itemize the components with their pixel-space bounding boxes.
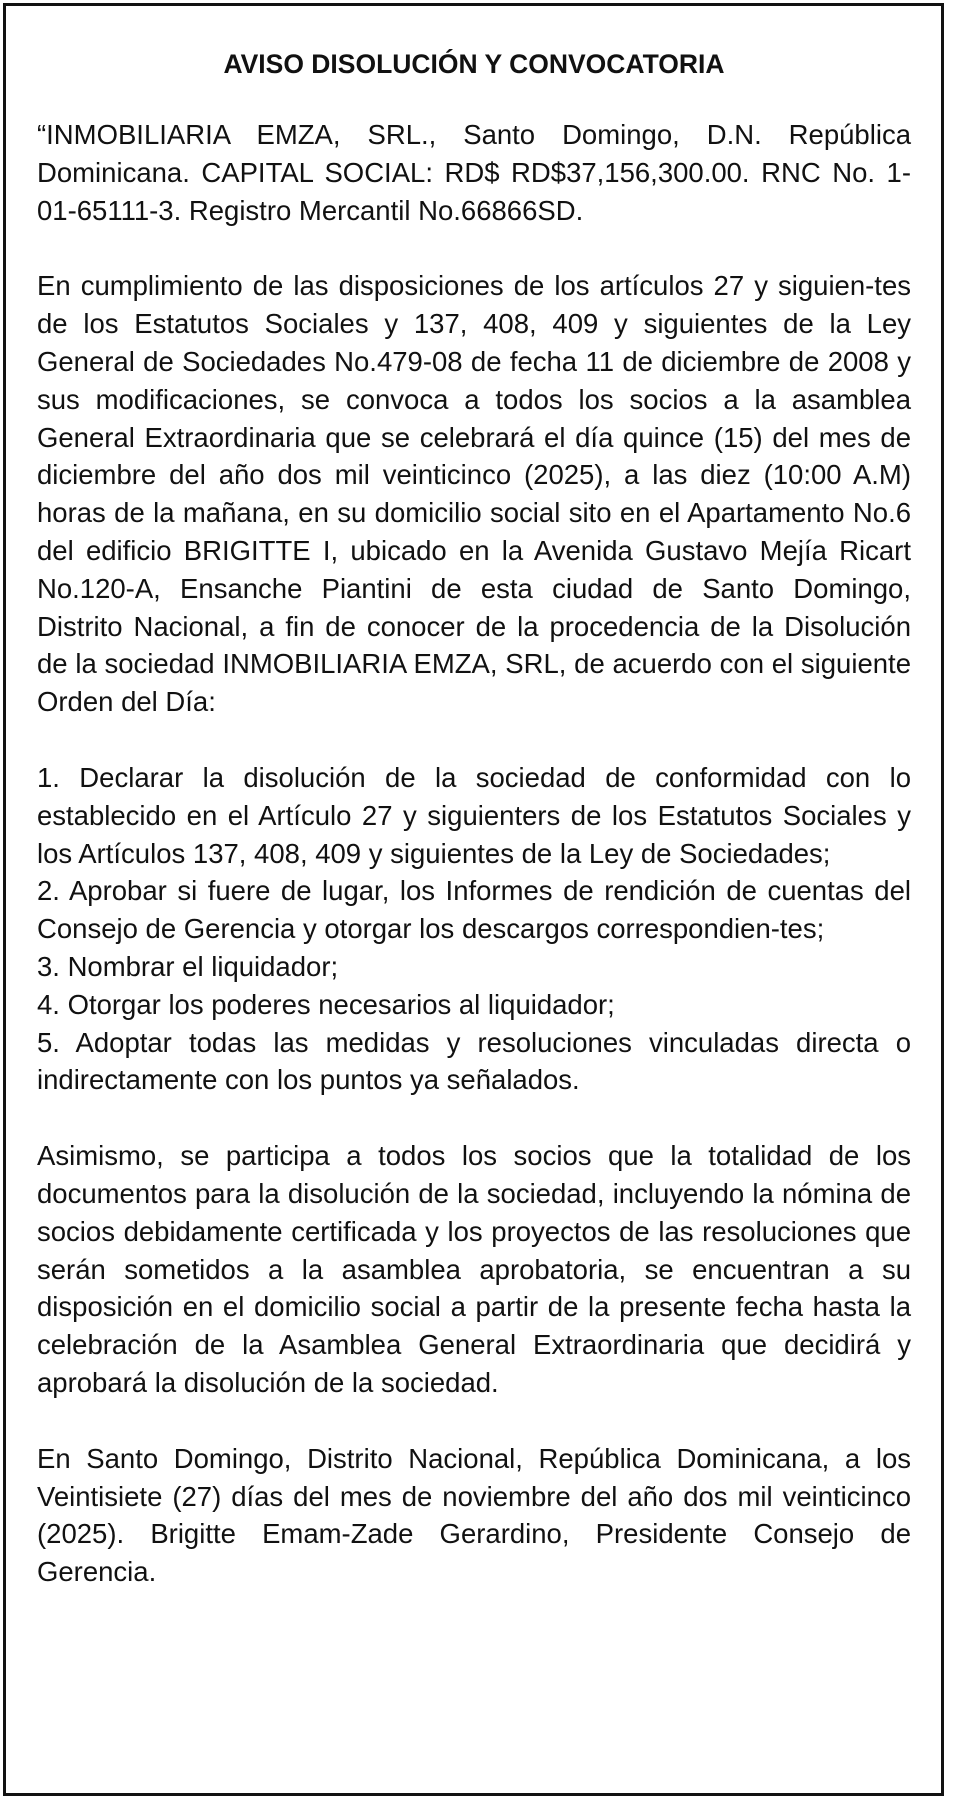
agenda-list: [37, 759, 911, 1099]
agenda-item: 2. Aprobar si fuere de lugar, los Informes de rendición de cuentas del Consejo de Gerencia y otorgar los descargos correspondien-tes;: [37, 875, 911, 945]
convocation-paragraph: En cumplimiento de las disposiciones de los artículos 27 y siguien-tes de los Estatutos Sociales y 137, 408, 409 y siguientes de la Ley General de Sociedades No.479-08 de fecha 11 de diciembre de 2008 y sus modificaciones, se convoca a todos los socios a la asamblea General Extraordinaria que se celebrará el día quince (15) del mes de diciembre del año dos mil veinticinco (2025), a las diez (10:00 A.M) horas de la mañana, en su domicilio social sito en el Apartamento No.6 del edificio BRIGITTE I, ubicado en la Avenida Gustavo Mejía Ricart No.120-A, Ensanche Piantini de esta ciudad de Santo Domingo, Distrito Nacional, a fin de conocer de la procedencia de la Disolución de la sociedad INMOBILIARIA EMZA, SRL, de acuerdo con el siguiente Orden del Día:: [37, 270, 911, 718]
agenda-item: 1. Declarar la disolución de la sociedad de conformidad con lo establecido en el Artículo 27 y siguienters de los Estatutos Sociales y los Artículos 137, 408, 409 y siguientes de la Ley de Sociedades;: [37, 761, 911, 869]
company-info-paragraph: “INMOBILIARIA EMZA, SRL., Santo Domingo, D.N. República Dominicana. CAPITAL SOCIAL: RD$ RD$37,156,300.00. RNC No. 1-01-65111-3. Registro Mercantil No.66866SD.: [37, 119, 911, 226]
agenda-item: 4. Otorgar los poderes necesarios al liquidador;: [37, 988, 615, 1020]
notice-box: [3, 3, 944, 1796]
closing-paragraph: En Santo Domingo, Distrito Nacional, República Dominicana, a los Veintisiete (27) días del mes de noviembre del año dos mil veinticinco (2025). Brigitte Emam-Zade Gerardino, Presidente Consejo de Gerencia.: [37, 1442, 911, 1588]
notice-title: AVISO DISOLUCIÓN Y CONVOCATORIA: [223, 49, 725, 79]
agenda-item: 5. Adoptar todas las medidas y resoluciones vinculadas directa o indirectamente con los puntos ya señalados.: [37, 1026, 911, 1096]
agenda-item: 3. Nombrar el liquidador;: [37, 950, 339, 982]
documents-paragraph: Asimismo, se participa a todos los socios que la totalidad de los documentos para la disolución de la sociedad, incluyendo la nómina de socios debidamente certificada y los proyectos de las resoluciones que serán sometidos a la asamblea aprobatoria, se encuentran a su disposición en el domicilio social a partir de la presente fecha hasta la celebración de la Asamblea General Extraordinaria que decidirá y aprobará la disolución de la sociedad.: [37, 1140, 911, 1398]
